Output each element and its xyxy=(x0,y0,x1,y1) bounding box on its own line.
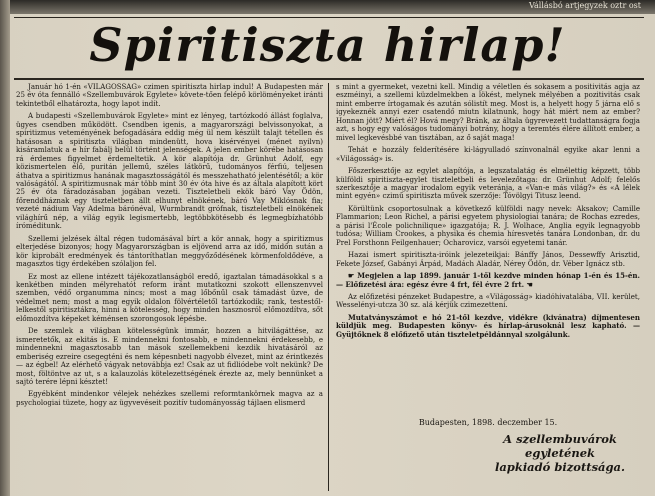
left-paragraph: A budapesti «Szellembuvárok Egylete» mint ez lényeg, tartózkodó állást foglalva, ügyes csendben működött. Csendben igenis, a magyarországi belvissonyokat, a spiritizmus veteményének befogadására eddig még ül nem készült talajt tétellen és hatásosan a spiritiszta világban mindenütt, hova kisérvényei (ménet nyilvn) kisáramlatuk a e hír fabálj belül történt jelenségek. A jelen ember körébe hatásosan rá érdemes figyelmet érdemeltetik. A kör alapítója dr. Grünhut Adolf, egy közismertelen élő, puritán jellemű, széles látkörű, tudományos férfiú, teljesen áthatva a spiritizmus hanának magasztosságától és messzehatható jelentésétől; a kör valóságától. A spiritizmusnak már több mint 30 év óta hive és az általa alapított kört 25 év óta fáradozásaban jogában vezeti. Tiszteletbeli ekök báró Vay Ödön, főrenddháznak egy tiszteletben állt elhunyt elnökének, báró Vay Miklósnak fia; vezeté nádium Vay Adelma bárónéval, Wurmbrandt grófnak, tiszteletbeli elnökének világhírű nép, a világ egyik legismertebb, legtöbbkötésebb és legmegbízhatóbb íróméditunk. xyxy=(16,111,323,231)
signature-line: A szellembuvárok egyletének xyxy=(503,432,617,460)
right-paragraph: Körültünk csoportosulnak a következő külföldi nagy nevek: Aksakov; Camille Flammarion; Leon Richel, a párisi egyetem physiologiai tanára; de Rochas ezredes, a párisi l'École polichnilique» igazgatója; R. J. Wolhace, Anglia egyik legnagyobb tudósa; William Crookes, a physika és chemia híresvetés tanára Londonban, dr. du Prel Forsthonn Feilgenhauer; Ocharovicz, varsói egyetemi tanár. xyxy=(336,203,640,247)
left-paragraph: Egyébként mindenkor vélejek nehézkes szellemi reformtankörnek magva az a psychologiai tüzete, hogy az ügyvevéseit pozitív tudományosság tájlaen elismerd xyxy=(16,389,323,407)
right-paragraph: s mint a gyermeket, vezetni kell. Mindig a véletlen és sokasem a positivitás agja az eszméinyi, a szellemi küzdelmekben a lökést, melynek mélyében a pozitivitás csak mint emberre írtogamak és azután sólistít meg. Most is, a helyett hogy 5 járna elő s igyekeznék annyi ezer csatendő miutn kilatnunk, hogy hát miért nem az ember? Honnan jött? Miért él? Hová megy? Bránk, az általa ügyrevezett tudattanságra fogja azt, s hogy egy valóságos tudományi botrány, hogy a teremtés élére állított ember, a mivel legkevésbbé van tisztában, az ő saját maga! xyxy=(336,83,640,142)
right-paragraph: Tehát e hozzály felderítésére ki-lágyulladó színvonalnál egyike akar lenni a «Világosság» is. xyxy=(336,145,640,163)
right-paragraph: ☛ Megjelen a lap 1899. január 1-től kezdve minden hónap 1-én és 15-én. — Előfizetési ára: egész évre 4 frt, fél évre 2 frt. ☚ xyxy=(336,271,640,289)
left-column xyxy=(16,83,323,493)
right-paragraph: Az előfizetési pénzeket Budapestre, a «Világosság» kiadóhivatalába, VII. kerület, Wesselényi-utcza 30 sz. alá kérjük czimezetteni. xyxy=(336,291,640,310)
column-divider xyxy=(328,83,329,491)
right-paragraph: Főszerkesztője az egylet alapítója, a legszatalatág és elmélettig képzett, több külföldi spiritiszta-egylet tiszteletbeli és levelezőtaga: dr. Grünhut Adolf; felelős szerkesztője a magyar irodalom egyik veteránja, a «Van-e más világ?» és «A lélek mint egyén» czimű spiritiszta művek szerzője: Tóvölgyi Titusz leend. xyxy=(336,166,640,201)
left-paragraph: Ez most az ellene intézett tájékozatlanságból eredő, igaztalan támadásokkal s a kenkétben minden mélyrehatót reform iránt mutatkozni szokott ellenszenvvel szemben, védő organumma nincs; most a mag lőbőnűl csak támadást üzve, de védelmet nem; most a mag egyik oldalon fölvértéletől tartózkodik; rank, testestől-lelkestől spiritisztákra, hinni a kötelesség, hogy minden hasznosról előmozdítva, sőt előmozdítva képeket kéménsen szorongosok lépésbe. xyxy=(16,271,323,323)
left-paragraph: Január hó 1-én «VILÁGOSSÁG» czimen spiritiszta hirlap indul! A Budapesten már 25 év óta fennálló «Szellembuvárok Egylete» követe-tően felépő körlöményeket iránti tekintetből elhatározta, hogy lapot indít. xyxy=(16,83,323,108)
signature-block xyxy=(470,432,650,474)
top-strip-text: Vállásbó artjegyzek oztr ost xyxy=(528,1,641,10)
masthead-rule xyxy=(14,78,644,80)
right-paragraph: Hazai ismert spiritiszta-iróink jelezeteikjai: Bánffy János, Dessewffy Arisztid, Fekete József, Gabányi Árpád, Madách Aladár, Nérey Ödön, dr. Véber Ignácz stb. xyxy=(336,250,640,268)
dateline: Budapesten, 1898. deczember 15. xyxy=(418,418,558,427)
top-strip xyxy=(0,0,655,14)
left-paragraph: De szemlek a világban kötelességünk immár, hozzen a hitvilágáttése, az ismeretetők, az ekitás is. E mindennekni fontosabb, e mindennekni érdekesebb, e mindennekni magasztosabb tan mások szellemekbeni kezdik hivatásáról az emberiség ezreire csegegténi és nem képesnbeti nagyobb élvezet, mint az érintkezés — az égbel! Az elérhető vágyak netovábbja ez! Csak az ut fidliódebe volt nekünk? De most, föltöntve az ut, s a kalauzolás kötelezettségének érezte az, mely bennünket a sajtó terére lépni késztet! xyxy=(16,326,323,386)
signature-line: lapkiadó bizottsága. xyxy=(494,460,626,474)
right-column xyxy=(336,83,640,403)
page-edge-shadow xyxy=(0,0,10,496)
left-paragraph: Szellemi jelzések által régen tudomásával bírt a kör annak, hogy a spiritizmus elterjedése bizonyos; hogy Magyarországban is eljövend arra az idő, midőn sután a kör kiprobált eredmények és tántoríthatlan meggyőződésének körmenfoldődéve, a magasztos tigy érdekében szólaljon fel. xyxy=(16,233,323,269)
masthead-title: Spiritiszta hirlap! xyxy=(89,18,566,72)
right-paragraph: Mutatványszámot e hó 21-től kezdve, vidékre (kivánatra) díjmentesen küldjük meg. Budapesten könyv- és hírlap-árusoknál lesz kapható. — Gyüjtőknek 8 előfizető után tiszteletpéldánnyal szolgálunk. xyxy=(336,312,640,339)
